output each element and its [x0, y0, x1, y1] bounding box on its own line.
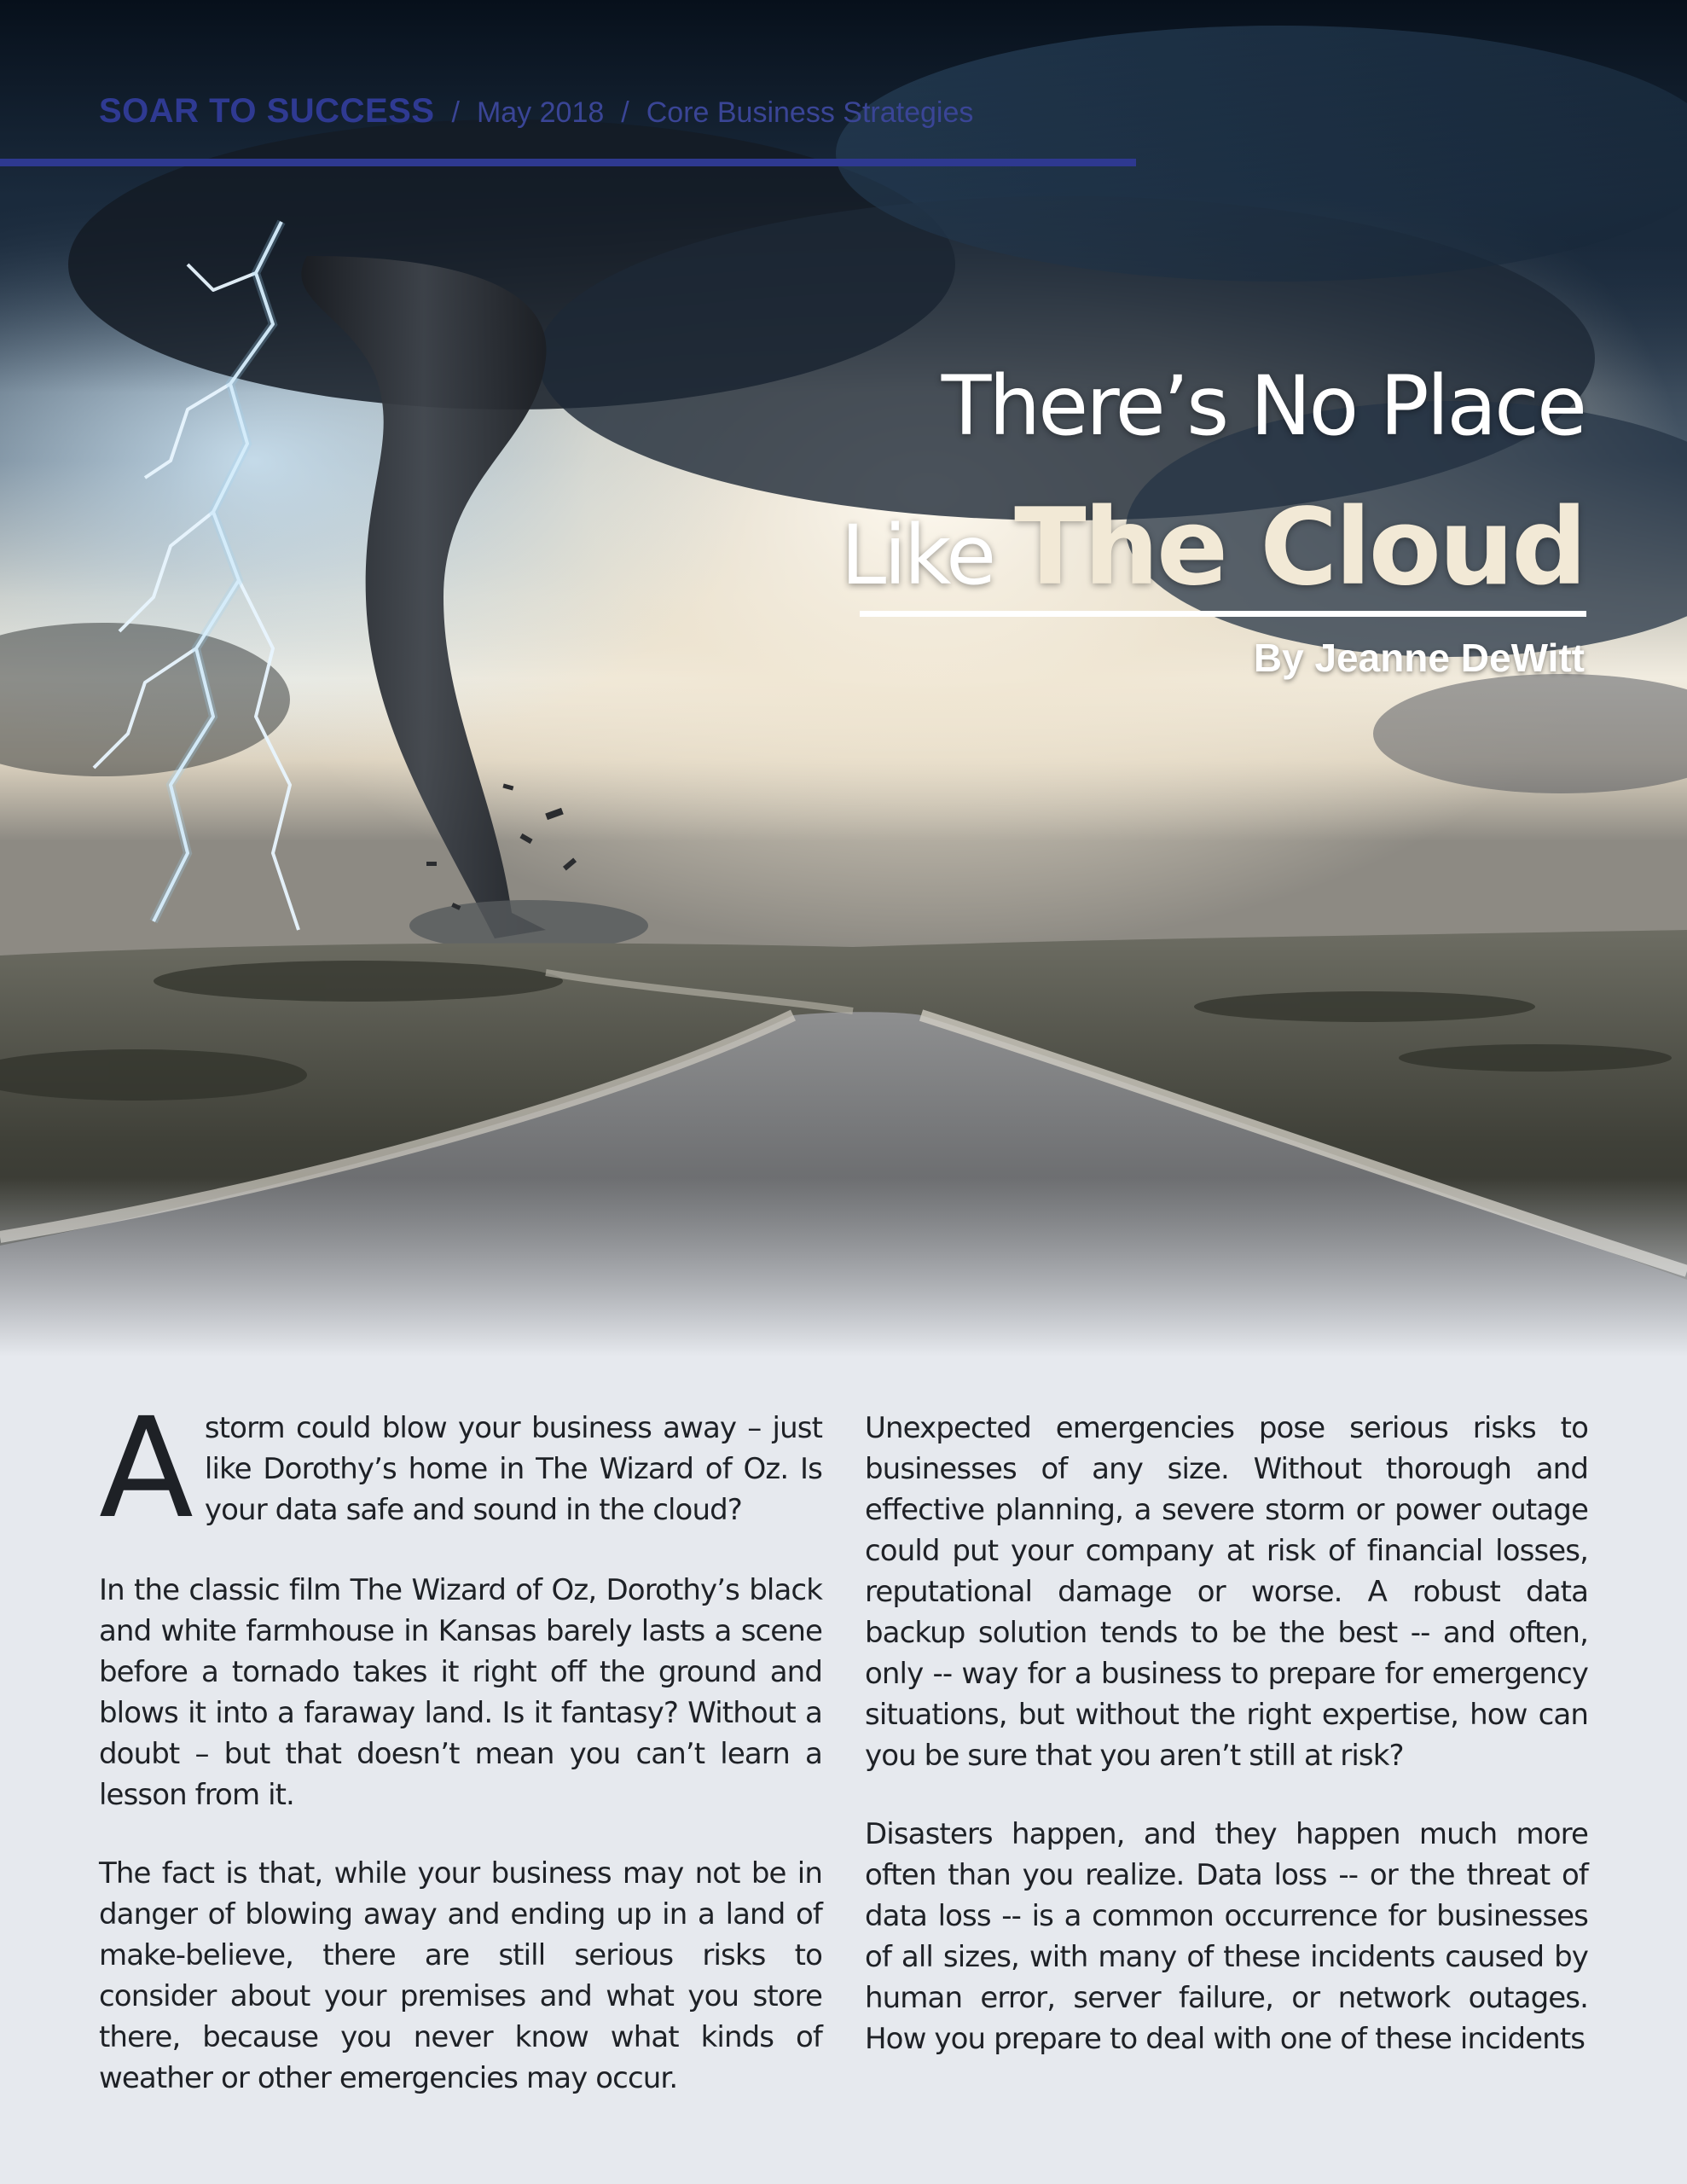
- issue-date: May 2018: [476, 96, 605, 129]
- article-body: [99, 1389, 1588, 2095]
- article-title-line1: There’s No Place: [941, 358, 1585, 454]
- header-separator: /: [621, 96, 629, 129]
- article-title-line2: [841, 486, 1585, 609]
- magazine-header: [99, 92, 973, 135]
- body-paragraph: In the classic film The Wizard of Oz, Dorothy’s black and white farmhouse in Kansas barely lasts a scene before a tornado takes it right off the ground and blows it into a faraway land. Is it fantasy? Without a doubt – but that doesn’t mean you can’t learn a lesson from it.: [99, 1573, 822, 1812]
- body-paragraph: Unexpected emergencies pose serious risks to businesses of any size. Without thorough and effective planning, a severe storm or power outage could put your company at risk of financial losses, reputational damage or worse. A robust data backup solution tends to be the best -- and often, only -- way for a business to prepare for emergency situations, but without the right expertise, how can you be sure that you aren’t still at risk?: [865, 1411, 1588, 1773]
- title-prefix: Like: [840, 508, 994, 603]
- header-rule: [0, 159, 1136, 166]
- left-column: [99, 1389, 822, 2095]
- section-name: Core Business Strategies: [646, 96, 974, 129]
- title-rule: [860, 611, 1586, 617]
- drop-cap: A: [99, 1389, 193, 1549]
- right-column: [865, 1408, 1588, 2090]
- brand-name: SOAR TO SUCCESS: [99, 92, 435, 130]
- author-byline: By Jeanne DeWitt: [1253, 636, 1585, 680]
- intro-text: storm could blow your business away – just like Dorothy’s home in The Wizard of Oz. Is your data safe and sound in the cloud?: [204, 1411, 822, 1527]
- title-emphasis: The Cloud: [1014, 486, 1585, 609]
- body-paragraph: The fact is that, while your business may not be in danger of blowing away and ending up in a land of make-believe, there are still serious risks to consider about your premises and what you store there, because you never know what kinds of weather or other emergencies may occur.: [99, 1856, 822, 2095]
- intro-paragraph: [99, 1389, 822, 1549]
- body-paragraph: Disasters happen, and they happen much more often than you realize. Data loss -- or the threat of data loss -- is a common occurrence for businesses of all sizes, with many of these incidents caused by human error, server failure, or network outages. How you prepare to deal with one of these incidents: [865, 1817, 1588, 2056]
- header-separator: /: [451, 96, 460, 129]
